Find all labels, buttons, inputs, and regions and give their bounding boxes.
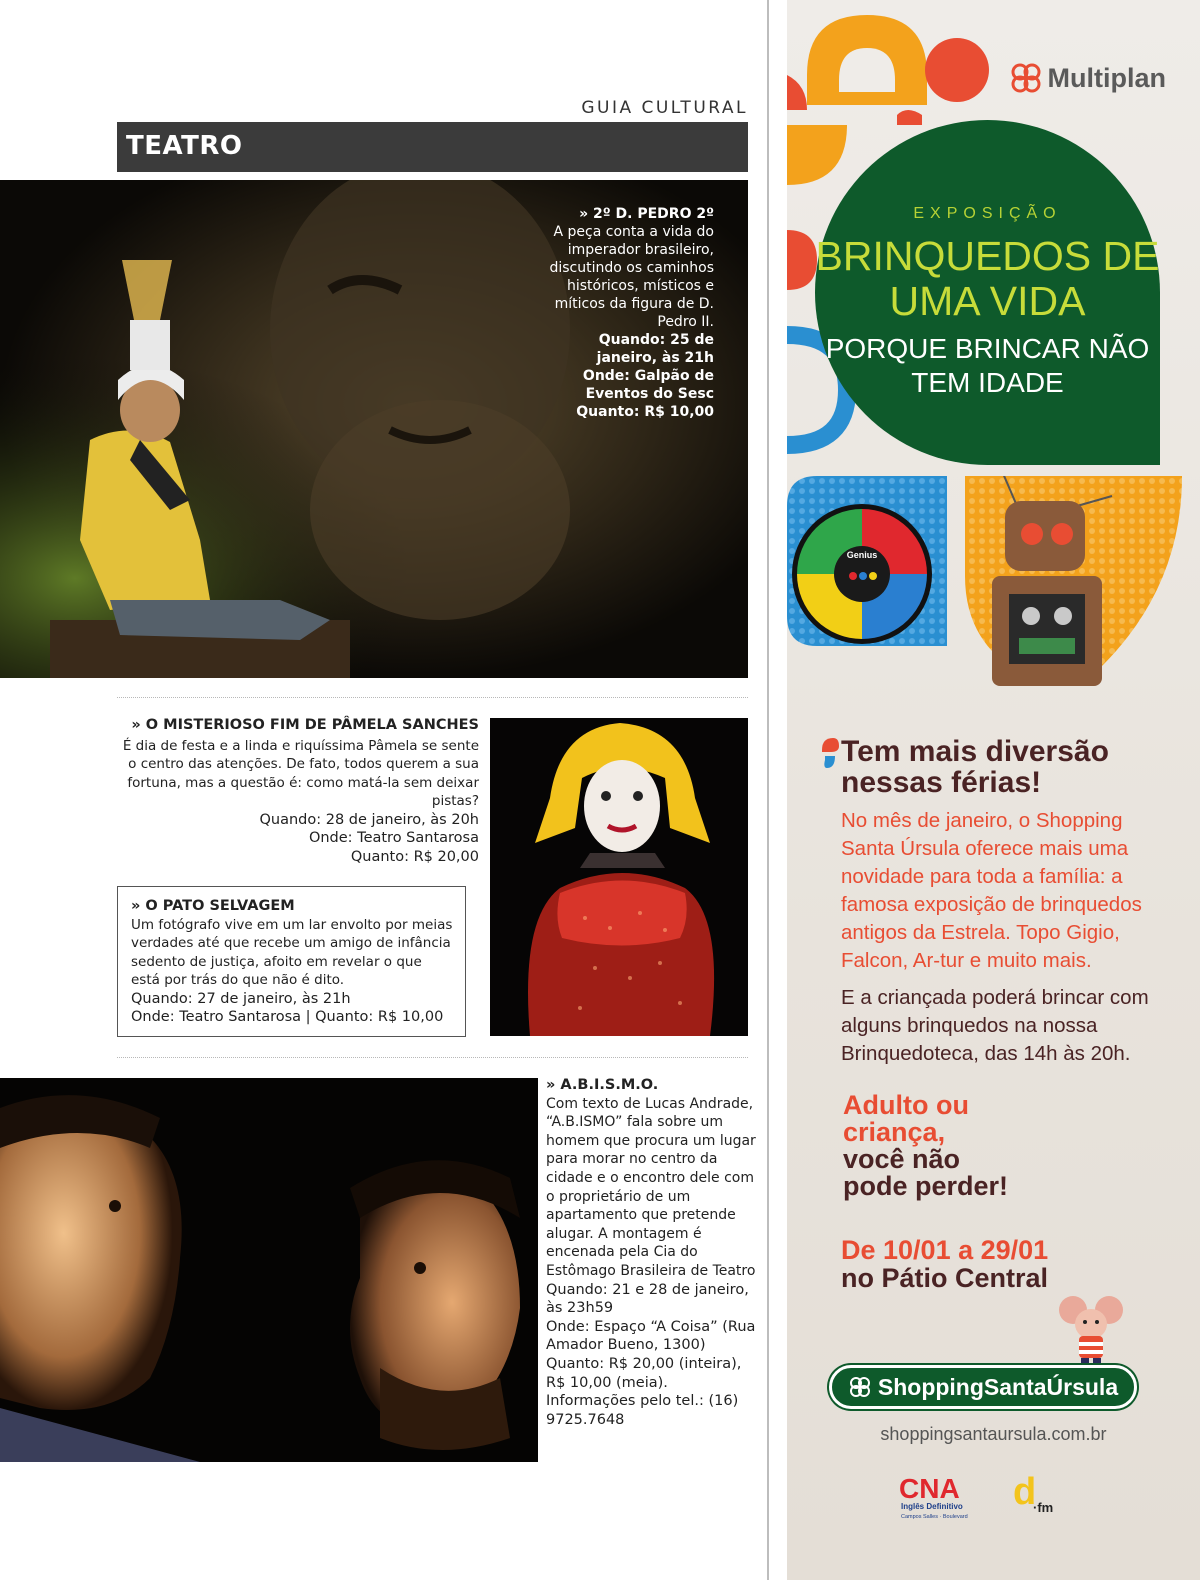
toys-illustration xyxy=(787,476,1200,716)
dfm-logo: d xyxy=(1013,1471,1037,1513)
play-description: Com texto de Lucas Andrade, “A.B.ISMO” fala sobre um homem que procura um lugar para morar no centro da cidade e o encontro dele com o proprietário de um apartamento que pretende alugar. A montagem é encenada pela Cia do Estômago Brasileira de Teatro xyxy=(546,1095,756,1279)
play-description: É dia de festa e a linda e riquíssima Pâmela se sente o centro das atenções. De fato, todos querem a sua fortuna, mas a questão é: como matá-la sem deixar pistas? xyxy=(122,737,479,809)
exhibition-subtitle: PORQUE BRINCAR NÃO TEM IDADE xyxy=(825,333,1150,398)
photo-pamela-illustration xyxy=(490,718,748,1036)
multiplan-brand xyxy=(1010,62,1166,94)
shopping-ad xyxy=(787,0,1200,1580)
play-title: » 2º D. PEDRO 2º xyxy=(579,206,714,222)
play-description: A peça conta a vida do imperador brasileiro, discutindo os caminhos históricos, místicos e míticos da figura de D. Pedro II. xyxy=(549,224,714,330)
ad-headline xyxy=(817,736,1177,798)
ad-place: no Pátio Central xyxy=(841,1263,1049,1293)
play-where-price: Onde: Teatro Santarosa | Quanto: R$ 10,00 xyxy=(131,1009,444,1025)
play-info: Informações pelo tel.: (16) 9725.7648 xyxy=(546,1393,739,1428)
exhibition-kicker: EXPOSIÇÃO xyxy=(913,205,1062,222)
photo-abismo-illustration xyxy=(0,1078,538,1462)
cta-line2: criança, xyxy=(843,1117,946,1147)
play-price: Quanto: R$ 10,00 xyxy=(576,404,714,420)
play-abismo xyxy=(546,1076,756,1429)
cta-line3: você não xyxy=(843,1144,961,1174)
play-description: Um fotógrafo vive em um lar envolto por meias verdades até que recebe um amigo de infância sedento de justiça, afoito em revelar o que está por trás do que não é dito. xyxy=(131,916,453,988)
ad-call-to-action xyxy=(843,1092,1183,1200)
column-divider xyxy=(767,0,769,1580)
ad-dates xyxy=(841,1236,1181,1292)
play-where: Onde: Teatro Santarosa xyxy=(308,830,479,846)
play-title: » A.B.I.S.M.O. xyxy=(546,1077,659,1093)
play-where: Onde: Espaço “A Coisa” (Rua Amador Bueno, 1300) xyxy=(546,1318,756,1354)
play-pato-selvagem xyxy=(117,886,466,1037)
play-when: Quando: 25 de janeiro, às 21h xyxy=(596,332,714,366)
exhibition-title: BRINQUEDOS DE UMA VIDA xyxy=(815,233,1160,324)
play-price: Quanto: R$ 20,00 (inteira), R$ 10,00 (meia). xyxy=(546,1355,742,1391)
ad-body-red: No mês de janeiro, o Shopping Santa Úrsula oferece mais uma novidade para toda a família: a famosa exposição de brinquedos antigos da Estrela. Topo Gigio, Falcon, Ar-tur e muito mais. xyxy=(841,809,1142,972)
photo-d-pedro xyxy=(0,180,748,678)
dotted-divider xyxy=(117,1057,748,1058)
play-title: » O PATO SELVAGEM xyxy=(131,898,295,914)
cta-line1: Adulto ou xyxy=(843,1090,969,1120)
play-title: » O MISTERIOSO FIM DE PÂMELA SANCHES xyxy=(131,717,479,733)
ad-date-range: De 10/01 a 29/01 xyxy=(841,1235,1049,1265)
photo-pamela xyxy=(490,718,748,1036)
play-when: Quando: 28 de janeiro, às 20h xyxy=(259,811,479,828)
dfm-suffix: ·fm xyxy=(1033,1500,1054,1515)
ad-body-brown: E a criançada poderá brincar com alguns brinquedos na nossa Brinquedoteca, das 14h às 20h. xyxy=(841,986,1149,1065)
cna-subtitle: Campos Salles · Boulevard xyxy=(901,1514,968,1520)
cta-line4: pode perder! xyxy=(843,1171,1009,1201)
brand-name: Multiplan xyxy=(1047,62,1166,93)
play-where: Onde: Galpão de Eventos do Sesc xyxy=(582,368,714,402)
cna-logo: CNA xyxy=(899,1473,960,1504)
play-when: Quando: 21 e 28 de janeiro, às 23h59 xyxy=(546,1281,749,1317)
ad-headline-line2: nessas férias! xyxy=(841,766,1042,799)
shopping-santa-ursula-logo xyxy=(829,1365,1137,1409)
play-pamela xyxy=(117,716,479,866)
multiplan-logo-icon xyxy=(1010,62,1042,94)
ad-headline-line1: Tem mais diversão xyxy=(841,735,1109,768)
play-when: Quando: 27 de janeiro, às 21h xyxy=(131,990,351,1007)
mall-logo-icon xyxy=(848,1375,872,1399)
dotted-divider xyxy=(117,697,748,698)
mall-name: ShoppingSantaÚrsula xyxy=(877,1373,1119,1400)
section-title: TEATRO xyxy=(117,122,748,172)
play-d-pedro xyxy=(536,205,714,421)
section-kicker: GUIA CULTURAL xyxy=(581,98,748,118)
sponsor-logos xyxy=(895,1468,1085,1528)
exhibition-badge xyxy=(815,120,1160,465)
mall-website: shoppingsantaursula.com.br xyxy=(880,1424,1107,1444)
photo-abismo xyxy=(0,1078,538,1462)
cna-tagline: Inglês Definitivo xyxy=(901,1502,963,1511)
play-price: Quanto: R$ 20,00 xyxy=(350,848,479,865)
topo-gigio-icon xyxy=(1055,1290,1127,1374)
toy-label: Genius xyxy=(846,550,878,560)
